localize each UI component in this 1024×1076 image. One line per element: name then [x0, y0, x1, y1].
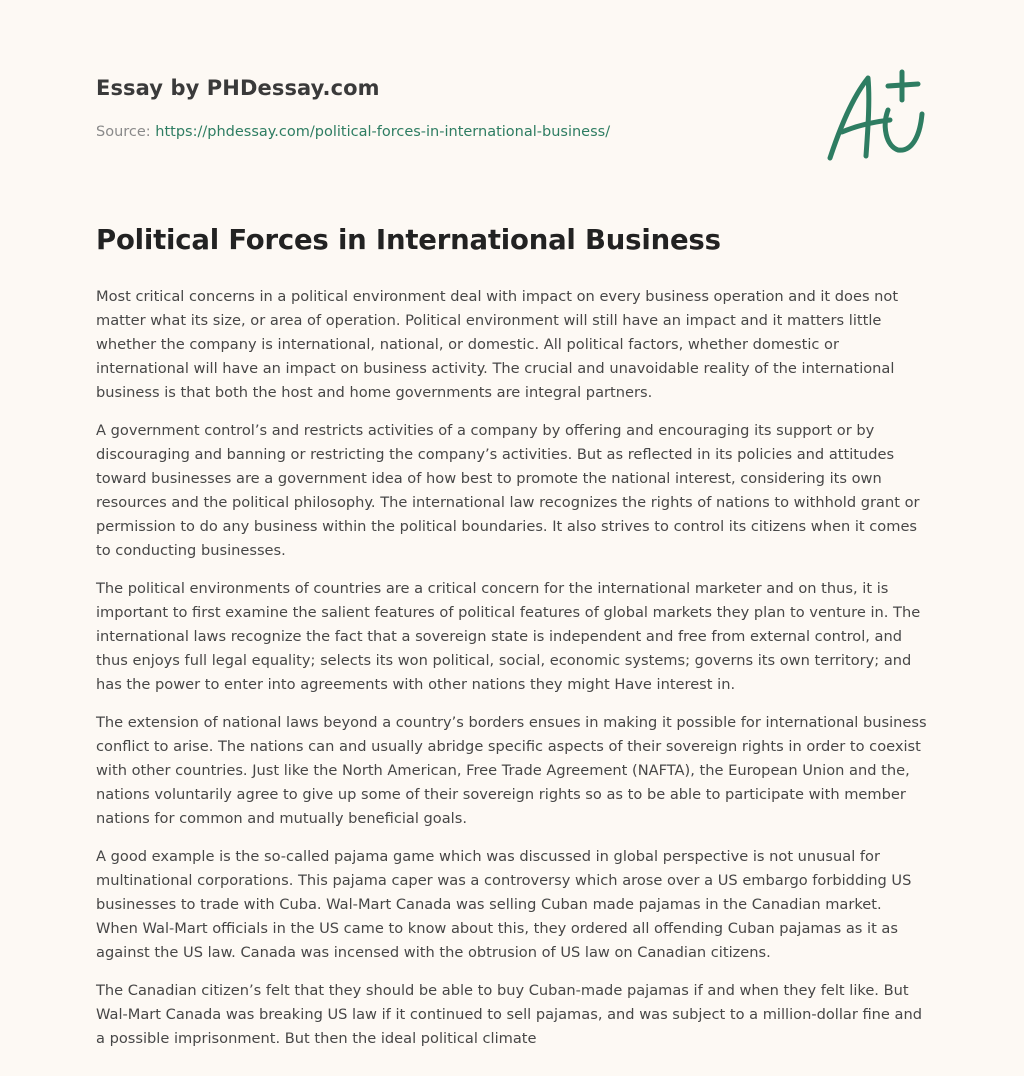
essay-title: Political Forces in International Business — [96, 224, 721, 256]
essay-paragraph: The political environments of countries are a critical concern for the international marketer and on thus, it is important to first examine the salient features of political features of global markets they plan to venture in. The international laws recognize the fact that a sovereign state is independent and free from external control, and thus enjoys full legal equality; selects its won political, social, economic systems; governs its own territory; and has the power to enter into agreements with other nations they might Have interest in. — [96, 580, 921, 693]
site-brand: Essay by PHDessay.com — [96, 76, 380, 100]
source-line — [96, 124, 610, 140]
source-label: Source: — [96, 124, 151, 140]
essay-paragraph: Most critical concerns in a political environment deal with impact on every business operation and it does not matter what its size, or area of operation. Political environment will still have an impact and it matters little whether the company is international, national, or domestic. All political factors, whether domestic or international will have an impact on business activity. The crucial and unavoidable reality of the international business is that both the host and home governments are integral partners. — [96, 288, 899, 401]
essay-paragraph: The extension of national laws beyond a country’s borders ensues in making it possible for international business conflict to arise. The nations can and usually abridge specific aspects of their sovereign rights in order to coexist with other countries. Just like the North American, Free Trade Agreement (NAFTA), the European Union and the, nations voluntarily agree to give up some of their sovereign rights so as to be able to participate with member nations for common and mutually beneficial goals. — [96, 714, 927, 827]
essay-paragraph: The Canadian citizen’s felt that they should be able to buy Cuban-made pajamas if and when they felt like. But Wal-Mart Canada was breaking US law if it continued to sell pajamas, and was subject to a million-dollar fine and a possible imprisonment. But then the ideal political climate — [96, 982, 922, 1047]
source-link[interactable]: https://phdessay.com/political-forces-in-international-business/ — [155, 124, 611, 140]
essay-body — [96, 285, 928, 1065]
essay-paragraph: A government control’s and restricts activities of a company by offering and encouraging its support or by discouraging and banning or restricting the company’s activities. But as reflected in its policies and attitudes toward businesses are a government idea of how best to promote the national interest, considering its own resources and the political philosophy. The international law recognizes the rights of nations to withhold grant or permission to do any business within the political boundaries. It also strives to control its citizens when it comes to conducting businesses. — [96, 422, 920, 559]
a-plus-grade-icon — [822, 66, 930, 166]
essay-paragraph: A good example is the so-called pajama game which was discussed in global perspective is not unusual for multinational corporations. This pajama caper was a controversy which arose over a US embargo forbidding US businesses to trade with Cuba. Wal-Mart Canada was selling Cuban made pajamas in the Canadian market. When Wal-Mart officials in the US came to know about this, they ordered all offending Cuban pajamas as it as against the US law. Canada was incensed with the obtrusion of US law on Canadian citizens. — [96, 848, 912, 961]
